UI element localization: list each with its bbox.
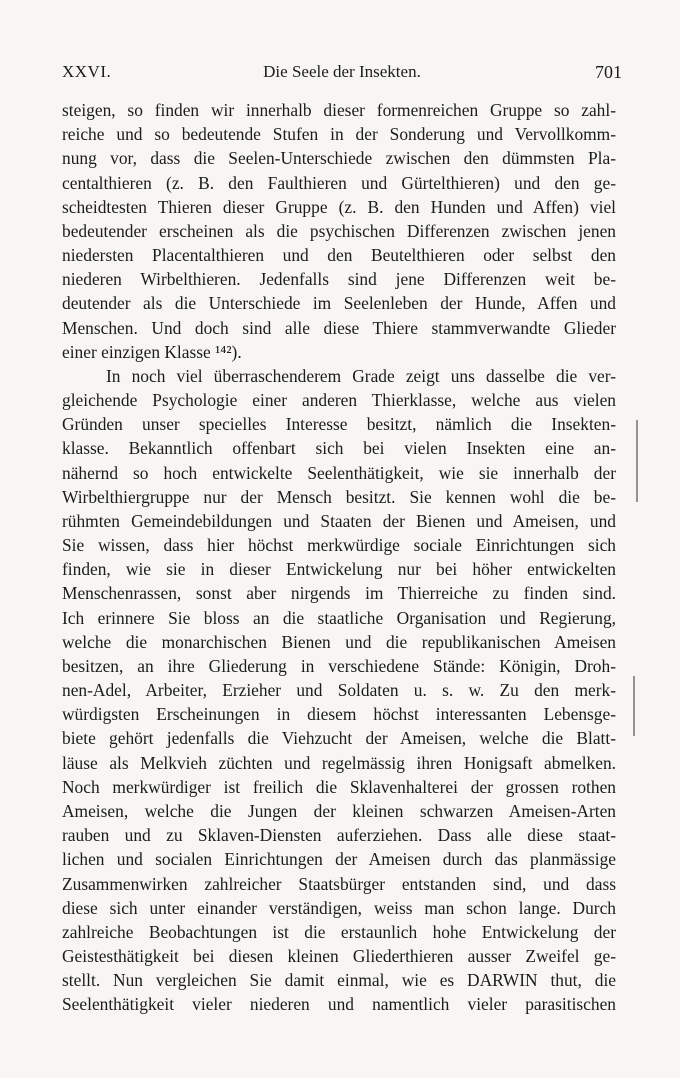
text-line: Wirbelthiergruppe nur der Mensch besitzt. Sie kennen wohl die be- [62, 486, 616, 507]
text-line: Menschenrassen, sonst aber nirgends im Thierreiche zu finden sind. [62, 583, 616, 604]
text-line: Ameisen, welche die Jungen der kleinen schwarzen Ameisen-Arten [62, 800, 616, 821]
text-line: niederen Wirbelthieren. Jedenfalls sind jene Differenzen weit be- [62, 269, 616, 290]
text-line: rühmten Gemeindebildungen und Staaten der Bienen und Ameisen, und [62, 510, 616, 531]
text-line: reiche und so bedeutende Stufen in der Sonderung und Vervollkomm- [62, 124, 616, 145]
paragraph-first-line: In noch viel überraschenderem Grade zeigt uns dasselbe die ver- [106, 365, 616, 386]
text-line: finden, wie sie in dieser Entwickelung nur bei höher entwickelten [62, 559, 616, 580]
text-line: niedersten Placentalthieren und den Beutelthieren oder selbst den [62, 245, 616, 266]
text-line: rauben und zu Sklaven-Diensten auferziehen. Dass alle diese staat- [62, 825, 616, 846]
text-line: gleichende Psychologie einer anderen Thierklasse, welche aus vielen [62, 390, 616, 411]
text-line: Noch merkwürdiger ist freilich die Sklavenhalterei der grossen rothen [62, 776, 616, 797]
page-number: 701 [595, 62, 622, 82]
text-line: Geistesthätigkeit bei diesen kleinen Gliederthieren ausser Zweifel ge- [62, 946, 616, 967]
text-line: scheidtesten Thieren dieser Gruppe (z. B. den Hunden und Affen) viel [62, 196, 616, 217]
text-line: diese sich unter einander verständigen, weiss man schon lange. Durch [62, 897, 616, 918]
text-line: centalthieren (z. B. den Faulthieren und Gürtelthieren) und den ge- [62, 172, 616, 193]
chapter-number: XXVI. [62, 62, 112, 81]
text-line: besitzen, an ihre Gliederung in verschiedene Stände: Königin, Droh- [62, 655, 616, 676]
text-line: nen-Adel, Arbeiter, Erzieher und Soldaten u. s. w. Zu den merk- [62, 680, 616, 701]
text-line: welche die monarchischen Bienen und die republikanischen Ameisen [62, 631, 616, 652]
text-line: bedeutender erscheinen als die psychischen Differenzen zwischen jenen [62, 220, 616, 241]
text-line: zahlreiche Beobachtungen ist die erstaunlich hohe Entwickelung der [62, 921, 616, 942]
text-line: Gründen unser specielles Interesse besitzt, nämlich die Insekten- [62, 414, 616, 435]
text-line: einer einzigen Klasse ¹⁴²). [62, 341, 242, 362]
text-line: Zusammenwirken zahlreicher Staatsbürger entstanden sind, und dass [62, 873, 616, 894]
margin-scan-mark [636, 420, 638, 502]
text-line: lichen und socialen Einrichtungen der Ameisen durch das planmässige [62, 849, 616, 870]
text-line: nähernd so hoch entwickelte Seelenthätigkeit, wie sie innerhalb der [62, 462, 616, 483]
text-line: Ich erinnere Sie bloss an die staatliche Organisation und Regierung, [62, 607, 616, 628]
text-line: klasse. Bekanntlich offenbart sich bei vielen Insekten eine an- [62, 438, 616, 459]
running-title: Die Seele der Insekten. [263, 62, 421, 81]
text-line: biete gehört jedenfalls die Viehzucht der Ameisen, welche die Blatt- [62, 728, 616, 749]
text-line: steigen, so finden wir innerhalb dieser formenreichen Gruppe so zahl- [62, 100, 616, 120]
text-line: läuse als Melkvieh züchten und regelmässig ihren Honigsaft abmelken. [62, 752, 616, 773]
text-line: stellt. Nun vergleichen Sie damit einmal, wie es DARWIN thut, die [62, 970, 616, 991]
text-line: Menschen. Und doch sind alle diese Thiere stammverwandte Glieder [62, 317, 616, 338]
running-header [62, 62, 622, 86]
margin-scan-mark [633, 676, 635, 736]
text-line: Seelenthätigkeit vieler niederen und namentlich vieler parasitischen [62, 994, 616, 1015]
text-line: würdigsten Erscheinungen in diesem höchst interessanten Lebensge- [62, 704, 616, 725]
body-text [62, 98, 616, 1017]
text-line: Sie wissen, dass hier höchst merkwürdige sociale Einrichtungen sich [62, 535, 616, 556]
text-line: nung vor, dass die Seelen-Unterschiede zwischen den dümmsten Pla- [62, 148, 616, 169]
text-line: deutender als die Unterschiede im Seelenleben der Hunde, Affen und [62, 293, 616, 314]
